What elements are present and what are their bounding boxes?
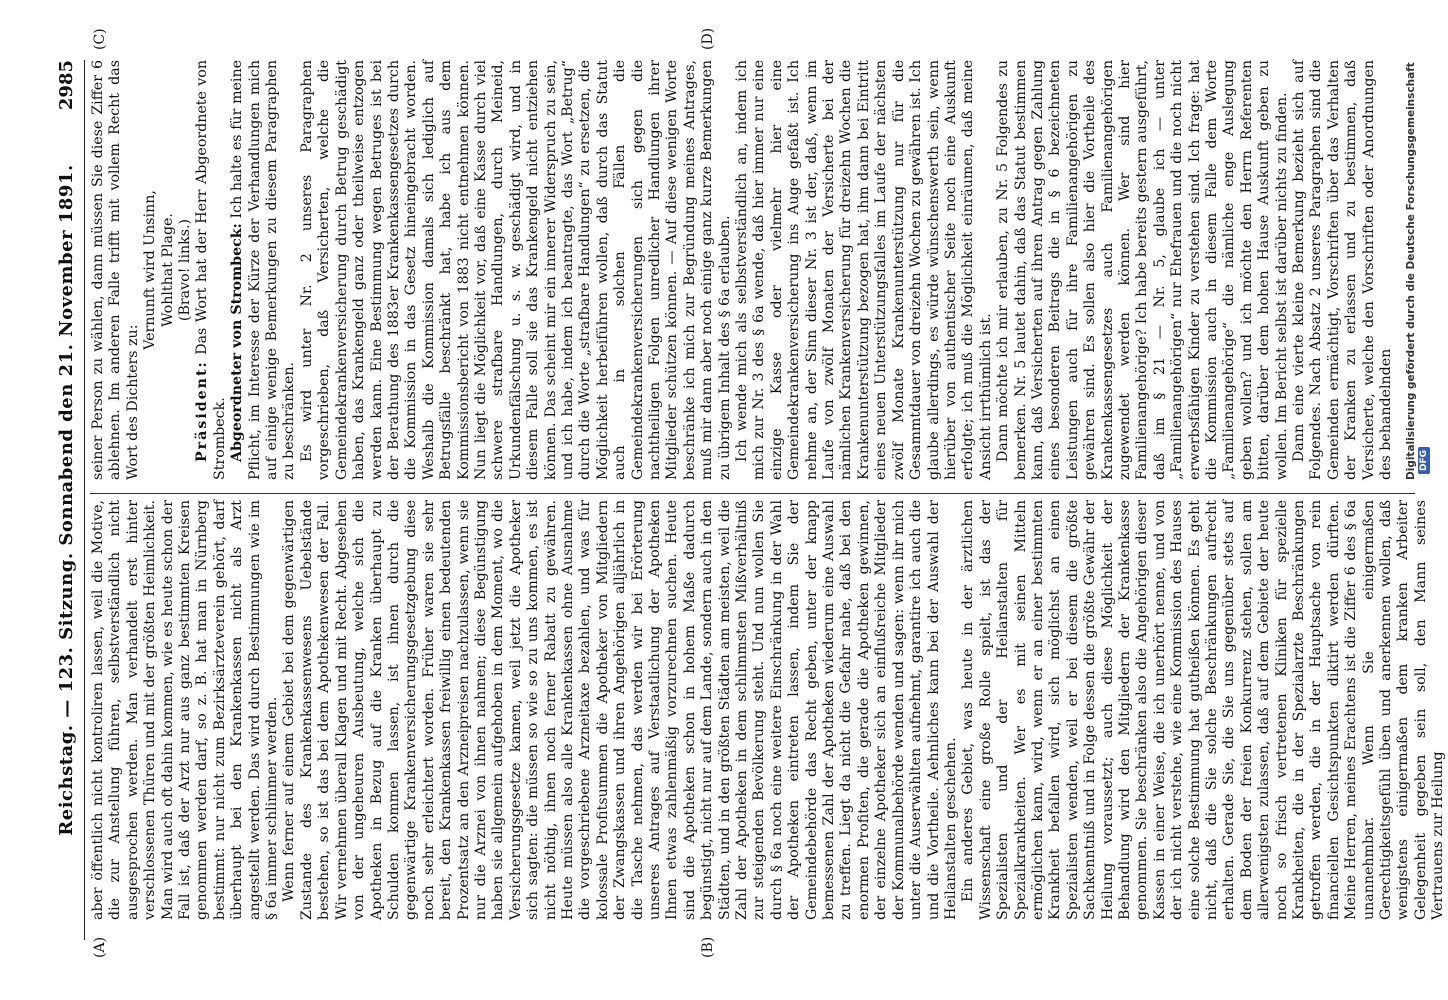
speaker-label: Präsident: [194,360,211,462]
left-paragraph: aber öffentlich nicht kontroliren lassen, weil die Motive, die zur Anstellung führen, selbstverständlich nicht ausgesprochen werden. Man verhandelt erst hinter verschlossenen Thüren und mit der größten Heimlichkeit. Man wird auch oft dahin kommen, wie es heute schon der Fall ist, daß der Arzt nur aus ganz bestimmten Kreisen genommen werden darf, so z. B. hat man in Nürnberg bestimmt: nur nicht zum Bezirksärzteverein gehört, darf überhaupt bei den Krankenkassen nicht als Arzt angestellt werden. Das wird durch Bestimmungen wie im § 6a immer schlimmer werden. [90,500,281,920]
poem-line: Vernunft wird Unsinn, [142,190,159,350]
right-column [90,60,1395,480]
column-divider [90,493,1415,494]
dfg-logo: DFG [1418,447,1430,474]
speech-text: Ich halte es für meine Pflicht, im Interesse der Kürze der Verhandlungen mich auf einige wenige Bemerkungen zu diesem Paragraphen zu beschränken. [229,60,298,480]
left-paragraph: Ein anderes Gebiet, was heute in der ärztlichen Wissenschaft eine große Rolle spielt, ist das der Spezialisten und der Heilanstalten für Spezialkrankheiten. Wer es mit seinen Mitteln ermöglichen kann, wird, wenn er an einer bestimmten Krankheit befallen wird, sich möglichst an einen Spezialisten wenden, weil er bei diesem die größte Sachkenntniß und in Folge dessen die größte Gewähr der Heilung voraussetzt; auch diese Möglichkeit der Behandlung wird den Mitgliedern der Krankenkasse genommen. Sie beschränken also die Angehörigen dieser Kassen in einer Weise, die ich unerhört nenne, und von der ich nicht verstehe, wie eine Kommission des Hauses eine solche Bestimmung hat gutheißen können. Es geht nicht, daß die Sie solche Beschränkungen aufrecht erhalten. Gerade Sie, die Sie uns gegenüber stets auf dem Boden der freien Konkurrenz stehen, sollen am allerwenigsten zulassen, daß auf dem Gebiete der heute noch so frisch vertretenen Kliniken für spezielle Krankheiten, die in der Spezialarzte Beschränkungen getroffen werden, die in der Hauptsache von rein financiellen Gesichtspunkten diktirt werden dürften. Meine Herren, meines Erachtens ist die Ziffer 6 des § 6a unannehmbar. Wenn Sie einigermaßen Gerechtigkeitsgefühl üben und anerkennen wollen, daß wenigstens einigermaßen dem kranken Arbeiter Gelegenheit gegeben sein soll, den Mann seines Vertrauens zur Heilung [960,500,1447,920]
digitization-credit [1405,40,1430,480]
applause-note: (Bravo! links.) [177,218,194,322]
president-statement [194,60,229,480]
right-paragraph: Dann eine vierte kleine Bemerkung bezieht sich auf Folgendes. Nach Absatz 2 unseres Paragraphen sind die Gemeinden ermächtigt, Vorschriften über das Verhalten der Kranken zu erlassen und zu bestimmen, daß Versicherte, welche den Vorschriften oder Anordnungen des behandelnden [1291,60,1395,480]
poem-line: Wohlthat Plage. [159,213,176,327]
right-paragraph: Dann möchte ich mir erlauben, zu Nr. 5 Folgendes zu bemerken. Nr. 5 lautet dahin, daß das Statut bestimmen kann, daß Versicherten auf ihren Antrag gegen Zahlung eines besonderen Beitrags die in § 6 bezeichneten Leistungen auch für ihre Familienangehörigen zu gewähren sind. Es sollen also hier die Vortheile des Krankenkassengesetzes auch Familienangehörigen zugewendet werden können. Wer sind hier Familienangehörige? Ich habe bereits gestern ausgeführt, daß im § 21 — Nr. 5, glaube ich — unter „Familienangehörigen“ nur Ehefrauen und die noch nicht erwerbsfähigen Kinder zu verstehen sind. Ich frage: hat die Kommission auch in diesem Falle dem Worte „Familienangehörige“ die nämliche enge Auslegung geben wollen? und ich möchte den Herrn Referenten bitten, darüber dem hohen Hause Auskunft geben zu wollen. Im Bericht selbst ist darüber nichts zu finden. [995,60,1290,480]
right-paragraph: Ich wende mich als selbstverständlich an, indem ich mich zur Nr. 3 des § 6a wende, daß hier immer nur eine einzige Kasse oder vielmehr hier eine Gemeindekrankenversicherung ins Auge gefaßt ist. Ich nehme an, der Sinn dieser Nr. 3 ist der, daß, wenn im Laufe von zwölf Monaten der Versicherte bei der nämlichen Krankenversicherung für dreizehn Wochen die Krankenunterstützung bezogen hat, ihm dann bei Eintritt eines neuen Unterstützungsfalles im Laufe der nächsten zwölf Monate Krankenunterstützung nur für die Gesammtdauer von dreizehn Wochen zu gewähren ist. Ich glaube allerdings, es würde wünschenswerth sein, wenn hierüber von authentischer Seite noch eine Auskunft erfolgte; ich muß die Möglichkeit einräumen, daß meine Ansicht irrthümlich ist. [734,60,994,480]
credit-text: Digitalisierung gefördert durch die Deutsche Forschungsgemeinschaft [1405,62,1417,480]
right-intro: seiner Person zu wählen, dann müssen Sie diese Ziffer 6 ablehnen. Im anderen Falle trifft mit vollem Recht das Wort des Dichters zu: [90,60,141,480]
header-rule [84,60,85,940]
right-paragraph: Es wird unter Nr. 2 unseres Paragraphen vorgeschrieben, daß Versicherten, welche die Gemeindekrankenversicherung durch Betrug geschädigt haben, das Krankengeld ganz oder theilweise entzogen werden kann. Eine Bestimmung wegen Betruges ist bei der Berathung des 1883er Krankenkassengesetzes durch die Kommission in das Gesetz hineingebracht worden. Weshalb die Kommission damals sich lediglich auf Betrugsfälle beschränkt hat, habe ich aus dem Kommissionsbericht von 1883 nicht entnehmen können. Nun liegt die Möglichkeit vor, daß eine Kasse durch viel schwere strafbare Handlungen, durch Meineid, Urkundenfälschung u. s. w. geschädigt wird, und in diesem Falle soll sie das Krankengeld nicht entziehen können. Das scheint mir ein innerer Widerspruch zu sein, und ich habe, indem ich beantragte, das Wort „Betrug“ durch die Worte „strafbare Handlungen“ zu ersetzen, die Möglichkeit herbeiführen wollen, daß durch das Statut auch in solchen Fällen die Gemeindekrankenversicherungen sich gegen die nachtheiligen Folgen unredlicher Handlungen ihrer Mitglieder schützen können. — Auf diese wenigen Worte beschränke ich mich zur Begründung meines Antrages, muß mir dann aber noch einige ganz kurze Bemerkungen zu übrigem Inhalt des § 6a erlauben. [298,60,733,480]
margin-marker-a: (A) [92,936,108,958]
left-column [90,500,1448,920]
margin-marker-c: (C) [92,28,108,50]
page-header [56,60,80,940]
page-title: Reichstag. — 123. Sitzung. Sonnabend den 21. November 1891. [56,164,77,836]
speaker-label: Abgeordneter von Strombeck: [229,223,246,462]
page-number: 2985 [56,60,77,111]
speaker-statement [229,60,299,480]
left-paragraph: Wenn ferner auf einem Gebiet bei dem gegenwärtigen Zustande des Krankenkassenwesens Uebelstände bestehen, so ist das bei dem Apothekenwesen der Fall. Wir vernehmen überall Klagen und mit Recht. Abgesehen von der ungeheuren Ausbeutung, welche sich die Apotheken in Bezug auf die Kranken überhaupt zu Schulden kommen lassen, ist ihnen durch die gegenwärtige Krankenversicherungsgesetzgebung diese noch sehr erleichtert worden. Früher waren sie sehr bereit, den Krankenkassen freiwillig einen bedeutenden Prozentsatz an den Arzneipreisen nachzulassen, wenn sie nur die Arznei von ihnen nahmen; diese Begünstigung haben sie allgemein aufgehoben in dem Moment, wo die Versicherungsgesetze kamen, weil jetzt die Apotheker sich sagten: die müssen so wie so zu uns kommen, es ist nicht nöthig, ihnen noch ferner Rabatt zu gewähren. Heute müssen also alle Krankenkassen ohne Ausnahme die vorgeschriebene Arzneitaxe bezahlen, und was für kolossale Profitsummen die Apotheker von Mitgliedern der Zwangskassen und ihren Angehörigen alljährlich in die Tasche nehmen, das werden wir bei Erörterung unseres Antrages auf Verstaatlichung der Apotheken Ihnen etwas zahlenmäßig vorzurechnen suchen. Heute sind die Apotheken schon in hohem Maße dadurch begünstigt, nicht nur auf dem Lande, sondern auch in den Städten, und in den größten Städten am meisten, weil die Zahl der Apotheken in dem schlimmsten Mißverhältniß zur steigenden Bevölkerung steht. Und nun wollen Sie durch § 6a noch eine weitere Einschränkung in der Wahl der Apotheken eintreten lassen, indem Sie der Gemeindebehörde das Recht geben, unter der knapp bemessenen Zahl der Apotheken wiederum eine Auswahl zu treffen. Liegt da nicht die Gefahr nahe, daß bei den enormen Profiten, die gerade die Apotheken gewinnen, der einzelne Apotheker sich an einflußreiche Mitglieder der Kommunalbehörde wenden und sagen: wenn ihr mich unter die Auserwählten aufnehmt, garantire ich auch die und die Vortheile. Aehnliches kann bei der Auswahl der Heilanstalten geschehen. [281,500,959,920]
margin-marker-d: (D) [700,27,716,50]
margin-marker-b: (B) [700,936,716,958]
speech-text: Das Wort hat der Herr Abgeordnete von Strombeck. [194,60,228,480]
